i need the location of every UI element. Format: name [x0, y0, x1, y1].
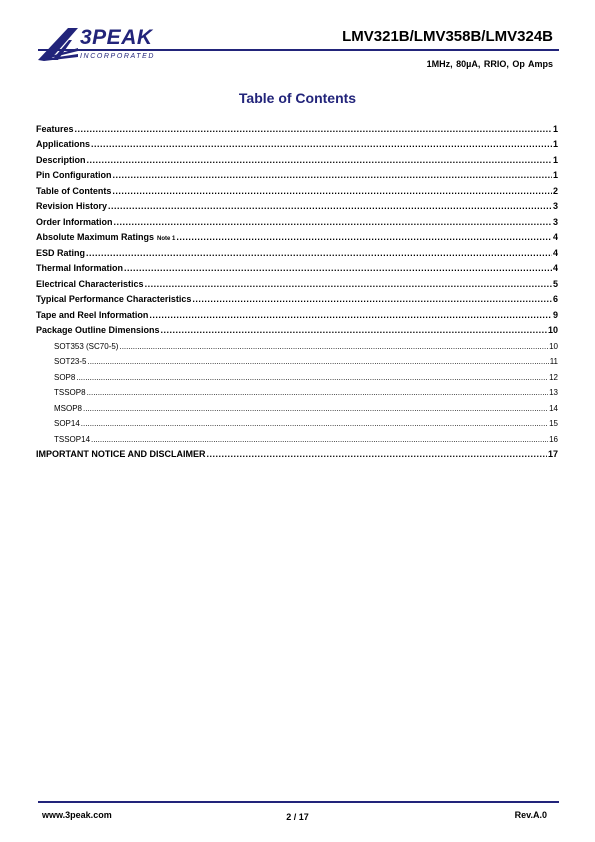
toc-subentry[interactable] — [36, 413, 558, 429]
toc-heading: Table of Contents — [238, 90, 357, 106]
toc-entry-page: 6 — [552, 294, 558, 304]
toc-entry[interactable] — [36, 320, 558, 336]
document-title: LMV321B/LMV358B/LMV324B — [342, 28, 553, 45]
toc-dot-leader — [161, 325, 547, 335]
toc-dot-leader — [81, 419, 548, 428]
toc-entry-page: 16 — [549, 434, 558, 444]
toc-entry[interactable] — [36, 134, 558, 150]
toc-subentry[interactable] — [36, 428, 558, 444]
toc-entry[interactable] — [36, 227, 558, 243]
toc-entry-label: Electrical Characteristics — [36, 278, 144, 289]
toc-entry-label: TSSOP14 — [54, 434, 91, 444]
toc-entry[interactable] — [36, 304, 558, 320]
toc-entry-label: Absolute Maximum Ratings — [36, 232, 155, 242]
toc-entry-label: Pin Configuration — [36, 170, 112, 180]
toc-entry-label: Features — [36, 123, 74, 134]
toc-subentry[interactable] — [36, 397, 558, 413]
toc-dot-leader — [76, 373, 548, 382]
toc-dot-leader — [87, 357, 548, 366]
toc-entry-page: 3 — [552, 201, 558, 211]
logo-wordmark: 3PEAK — [80, 26, 153, 49]
toc-dot-leader — [108, 201, 552, 211]
toc-entry-label: Typical Performance Characteristics — [36, 294, 192, 304]
footer-divider — [38, 801, 559, 803]
toc-subentry[interactable] — [36, 335, 558, 351]
toc-subentry[interactable] — [36, 366, 558, 382]
toc-entry-page: 4 — [552, 232, 558, 242]
toc-entry-page: 10 — [549, 341, 558, 351]
toc-entry-page: 15 — [549, 419, 558, 428]
footer-revision: Rev.A.0 — [514, 810, 547, 820]
toc-subentry[interactable] — [36, 382, 558, 398]
toc-entry-note: Note 1 — [157, 236, 176, 242]
toc-entry-page: 10 — [547, 325, 558, 335]
toc-entry[interactable] — [36, 196, 558, 212]
company-logo — [38, 26, 168, 64]
toc-entry-page: 14 — [549, 403, 558, 413]
toc-entry[interactable] — [36, 165, 558, 181]
toc-entry-label: Tape and Reel Information — [36, 309, 149, 320]
toc-dot-leader — [176, 232, 552, 242]
toc-dot-leader — [87, 155, 552, 165]
toc-dot-leader — [145, 279, 552, 289]
toc-entry-page: 11 — [549, 357, 558, 366]
toc-dot-leader — [86, 248, 552, 258]
toc-entry[interactable] — [36, 211, 558, 227]
toc-entry-page: 3 — [552, 216, 558, 227]
toc-entry-page: 1 — [552, 170, 558, 180]
toc-entry-page: 1 — [552, 139, 558, 149]
toc-entry-label: ESD Rating — [36, 247, 86, 258]
toc-dot-leader — [75, 124, 552, 134]
toc-entry-page: 5 — [552, 278, 558, 289]
toc-entry[interactable] — [36, 242, 558, 258]
toc-entry-label: Package Outline Dimensions — [36, 325, 160, 335]
toc-entry-page: 17 — [547, 449, 558, 459]
peak-logo-icon — [38, 26, 78, 62]
toc-entry[interactable] — [36, 289, 558, 305]
toc-entry-page: 4 — [552, 263, 558, 273]
toc-entry[interactable] — [36, 258, 558, 274]
toc-dot-leader — [91, 435, 548, 444]
toc-entry[interactable] — [36, 149, 558, 165]
toc-entry-label: SOT353 (SC70-5) — [54, 341, 119, 351]
header-divider — [38, 49, 559, 51]
toc-entry-label: MSOP8 — [54, 403, 83, 413]
toc-dot-leader — [83, 404, 548, 413]
logo-subtitle: INCORPORATED — [80, 53, 156, 60]
toc-entry-label: Order Information — [36, 216, 113, 227]
toc-dot-leader — [113, 170, 552, 180]
toc-entry-label: Revision History — [36, 201, 108, 211]
toc-dot-leader — [114, 217, 552, 227]
toc-dot-leader — [124, 263, 552, 273]
document-subtitle: 1MHz, 80µA, RRIO, Op Amps — [426, 59, 553, 69]
toc-entry-label: SOP8 — [54, 372, 76, 382]
toc-entry-label: TSSOP8 — [54, 388, 86, 397]
toc-entry-label: SOP14 — [54, 419, 80, 428]
toc-entry[interactable] — [36, 118, 558, 134]
toc-entry[interactable] — [36, 273, 558, 289]
toc-entry-label: Thermal Information — [36, 263, 124, 273]
toc-dot-leader — [119, 342, 548, 351]
footer-page-number: 2 / 17 — [286, 812, 309, 822]
toc-dot-leader — [112, 186, 552, 196]
toc-dot-leader — [87, 388, 549, 397]
toc-entry-label: Description — [36, 154, 86, 165]
toc-entry-label: Applications — [36, 139, 91, 149]
table-of-contents — [36, 118, 558, 459]
toc-entry[interactable] — [36, 180, 558, 196]
toc-subentry[interactable] — [36, 351, 558, 367]
toc-entry-label: Table of Contents — [36, 185, 112, 196]
toc-dot-leader — [91, 139, 552, 149]
toc-entry-label: SOT23-5 — [54, 357, 87, 366]
toc-entry-page: 13 — [549, 388, 558, 397]
toc-dot-leader — [192, 294, 552, 304]
toc-entry-page: 2 — [552, 185, 558, 196]
toc-entry-page: 12 — [549, 372, 558, 382]
toc-entry[interactable] — [36, 444, 558, 460]
toc-entry-page: 1 — [552, 154, 558, 165]
toc-entry-page: 1 — [552, 123, 558, 134]
toc-dot-leader — [149, 310, 552, 320]
toc-entry-page: 4 — [552, 247, 558, 258]
toc-entry-page: 9 — [552, 309, 558, 320]
toc-dot-leader — [207, 449, 547, 459]
toc-entry-label: IMPORTANT NOTICE AND DISCLAIMER — [36, 449, 206, 459]
footer-website-link[interactable]: www.3peak.com — [42, 810, 112, 820]
